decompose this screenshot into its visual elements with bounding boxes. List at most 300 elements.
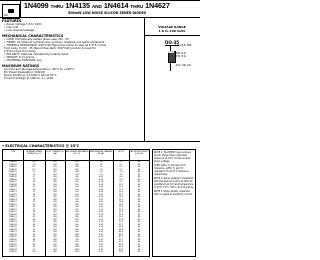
table-cell: 1N4135 <box>9 251 17 253</box>
rating-line: Power Derating: 4.0mW/°C above 50°C <box>4 73 57 77</box>
package-label: DO-35 <box>165 40 180 45</box>
table-cell: 7.6 <box>119 173 123 176</box>
table-cell: 40 <box>137 236 141 238</box>
feature-line: • Low reverse leakage <box>4 28 35 32</box>
voltage-range-value: 1.8 to 100 Volts <box>158 29 186 33</box>
table-cell: 150 <box>75 206 79 208</box>
table-cell: 1N4120 <box>9 213 17 216</box>
table-cell: 1N4131 <box>9 241 17 243</box>
section-divider <box>0 141 200 142</box>
table-cell: 40 <box>137 246 141 248</box>
table-cell: 0.01 <box>98 218 104 221</box>
table-cell: 16.8 <box>118 201 124 203</box>
table-cell: 27.4 <box>118 218 124 221</box>
table-cell: 0.01 <box>98 251 104 253</box>
table-cell: 250 <box>53 193 57 196</box>
table-cell: 250 <box>75 223 79 226</box>
table-cell: 12 <box>32 178 36 181</box>
table-cell: 1N4110 <box>9 188 17 191</box>
table-cell: 800 <box>75 243 79 246</box>
mechanical-line: • WEIGHT: 0.13 grams <box>4 55 35 59</box>
table-cell: 250 <box>53 246 57 248</box>
table-cell: 250 <box>53 228 57 231</box>
table-cell: 200 <box>75 218 79 221</box>
note-text: NOTE 3: Noise density measured with no signal at operating current. <box>154 190 193 196</box>
table-cell: 250 <box>53 166 57 168</box>
table-cell: 43 <box>32 223 36 226</box>
table-cell: 250 <box>53 206 57 208</box>
table-cell: 0.05 <box>98 178 104 181</box>
table-cell: 250 <box>53 183 57 186</box>
table-cell: 0.01 <box>98 198 104 201</box>
table-cell: 47.1 <box>118 236 124 238</box>
table-cell: 0.01 <box>98 203 104 206</box>
rating-line: Forward Voltage @ 100mA: 1.1 Volts <box>4 76 54 80</box>
table-cell: 500 <box>75 236 79 238</box>
table-cell: 5.2 <box>119 161 123 163</box>
table-cell: 0.01 <box>98 201 104 203</box>
table-cell: 1200 <box>74 248 80 251</box>
table-cell: 13.0 <box>118 191 124 193</box>
table-cell: 27 <box>32 208 36 211</box>
table-cell: 250 <box>53 236 57 238</box>
mechanical-line: • FINISH: All external surfaces are corrosion resistant and leads solderable <box>4 40 105 44</box>
logo-divider <box>20 1 21 17</box>
table-cell: 7.5 <box>32 163 36 166</box>
table-cell: 150 <box>75 196 79 198</box>
table-cell: 200 <box>75 183 79 186</box>
table-header-cell: MAX ZENER IMPEDANCE Zzt (Ω) <box>65 151 89 156</box>
table-cell: 1N4113 <box>9 196 17 198</box>
table-cell: 0.01 <box>98 228 104 231</box>
table-cell: 76.0 <box>118 251 124 253</box>
table-header <box>3 150 149 161</box>
table-cell: 18.3 <box>118 203 124 206</box>
table-header-cell: VR (V) <box>118 151 124 153</box>
column-separator <box>23 150 24 256</box>
table-cell: 200 <box>75 163 79 166</box>
dim-lead-diameter: .022 (.56) DIA <box>175 64 192 67</box>
table-cell: 40 <box>137 238 141 241</box>
table-cell: 28 <box>32 211 36 213</box>
table-cell: 40 <box>137 188 141 191</box>
rating-line: Junction and Storage temperature: -65°C to +200°C <box>4 67 75 71</box>
column-separator <box>113 150 114 256</box>
table-cell: 1N4129 <box>9 236 17 238</box>
dim-lead-length: 1.0 (25.4) MIN <box>175 44 192 47</box>
table-cell: 40 <box>137 218 141 221</box>
table-cell: 10 <box>32 173 36 176</box>
table-cell: 40 <box>137 166 141 168</box>
table-cell: 11 <box>32 176 36 178</box>
electrical-heading: • ELECTRICAL CHARACTERISTICS @ 25°C <box>2 144 80 148</box>
table-cell: 40 <box>137 211 141 213</box>
mechanical-line: from body. In DO - 35 (Recommended): 300°C/W junction to lead for <box>4 46 96 50</box>
table-cell: 1N4115 <box>9 201 17 203</box>
table-cell: 1N4123 <box>9 221 17 223</box>
table-cell: 0.01 <box>98 246 104 248</box>
table-cell: 200 <box>75 166 79 168</box>
title-part-c: 1N4614 <box>103 1 129 10</box>
table-cell: 56 <box>32 231 36 233</box>
logo-mark <box>8 9 14 13</box>
column-separator <box>129 150 130 256</box>
table-cell: 250 <box>75 226 79 228</box>
table-cell: 1000 <box>74 246 80 248</box>
feature-line: • Zener voltage 1.8 to 100V <box>4 22 42 26</box>
table-cell: 75 <box>32 241 36 243</box>
table-cell: 200 <box>75 181 79 183</box>
table-cell: 19.0 <box>118 206 124 208</box>
table-cell: 0.05 <box>98 193 104 196</box>
table-cell: 11.4 <box>118 186 124 188</box>
table-cell: 0.01 <box>98 208 104 211</box>
table-cell: 150 <box>75 201 79 203</box>
table-cell: 40 <box>137 233 141 236</box>
table-cell: 250 <box>53 196 57 198</box>
table-cell: 40 <box>137 203 141 206</box>
table-cell: 40 <box>137 251 141 253</box>
table-cell: 150 <box>75 203 79 206</box>
table-cell: 1N4132 <box>9 243 17 246</box>
table-cell: 250 <box>53 161 57 163</box>
table-cell: 24 <box>32 203 36 206</box>
table-cell: 250 <box>53 173 57 176</box>
table-cell: 9.9 <box>119 181 123 183</box>
table-cell: 250 <box>53 218 57 221</box>
table-cell: 700 <box>75 241 79 243</box>
table-cell: 35.8 <box>118 226 124 228</box>
table-cell: 40 <box>137 193 141 196</box>
table-cell: 69.2 <box>118 248 124 251</box>
table-cell: 15 <box>32 186 36 188</box>
table-cell: 40 <box>137 243 141 246</box>
title-thru-1: THRU <box>50 5 64 10</box>
table-cell: 1N4099 <box>9 161 17 163</box>
table-cell: 17 <box>32 191 36 193</box>
table-cell: 5.7 <box>119 163 123 166</box>
table-cell: 0.05 <box>98 183 104 186</box>
table-cell: 22 <box>32 201 36 203</box>
table-cell: 250 <box>53 211 57 213</box>
voltage-range-box <box>146 25 198 33</box>
table-cell: 0.01 <box>98 211 104 213</box>
table-cell: 68 <box>32 238 36 241</box>
table-cell: 150 <box>75 198 79 201</box>
table-cell: 8.7 <box>32 168 36 171</box>
table-cell: 200 <box>75 176 79 178</box>
table-cell: 1N4116 <box>9 203 17 206</box>
table-cell: 29.7 <box>118 221 124 223</box>
table-cell: 250 <box>53 238 57 241</box>
feature-line: • Low cost <box>4 25 19 29</box>
column-separator <box>65 150 66 256</box>
table-cell: 250 <box>53 186 57 188</box>
mechanical-line: • POLARITY: Cathode indicated by polarity band <box>4 52 69 56</box>
table-cell: 1N4124 <box>9 223 17 226</box>
table-cell: 40 <box>137 186 141 188</box>
features-heading: FEATURES <box>2 19 22 23</box>
logo-text: GS <box>4 14 8 17</box>
title-part-d: 1N4627 <box>145 1 170 10</box>
table-cell: 1.0 <box>99 173 103 176</box>
table-cell: 12.2 <box>118 188 124 191</box>
table-cell: 250 <box>53 231 57 233</box>
ratings-heading: MAXIMUM RATINGS <box>2 64 40 68</box>
range-divider <box>144 35 200 36</box>
table-cell: 1N4117 <box>9 206 17 208</box>
note-text: NOTE 2: Zener voltage is measured with the device junction at thermal equilibrium at 1/2 lead temperature of 25°C ±1°C, 3/8 in. from the body. <box>154 177 194 189</box>
column-separator <box>89 150 90 256</box>
table-cell: 40 <box>137 171 141 173</box>
table-cell: 25.1 <box>118 216 124 218</box>
table-cell: 66.2 <box>118 246 124 248</box>
table-cell: 47 <box>32 226 36 228</box>
table-cell: 250 <box>53 233 57 236</box>
table-cell: 250 <box>53 176 57 178</box>
table-cell: 1N4134 <box>9 248 17 251</box>
table-cell: 13.7 <box>118 193 124 196</box>
table-cell: 10.7 <box>118 183 124 186</box>
table-cell: 250 <box>53 216 57 218</box>
table-cell: 200 <box>75 178 79 181</box>
mechanical-line: • THERMAL RESISTANCE: 200°C/W (Typical) junction to lead at 0.375 inches <box>4 43 106 47</box>
table-cell: 0.05 <box>98 191 104 193</box>
table-cell: 15.2 <box>118 198 124 201</box>
table-cell: 250 <box>53 213 57 216</box>
mechanical-line: 0.375 inches from body. <box>4 49 37 53</box>
table-cell: 62 <box>32 236 36 238</box>
table-cell: 1500 <box>74 251 80 253</box>
table-cell: 0.01 <box>98 238 104 241</box>
table-cell: 250 <box>53 203 57 206</box>
table-cell: 14.5 <box>118 196 124 198</box>
table-cell: 0.01 <box>98 233 104 236</box>
table-cell: 40 <box>137 173 141 176</box>
table-cell: 0.05 <box>98 181 104 183</box>
rating-line: DC Power Dissipation: 500mW <box>4 70 45 74</box>
mechanical-heading: MECHANICAL CHARACTERISTICS <box>2 34 64 38</box>
table-cell: 200 <box>75 211 79 213</box>
table-cell: 250 <box>53 251 57 253</box>
title-thru-2: THRU <box>130 5 144 10</box>
table-cell: 40 <box>137 201 141 203</box>
table-row <box>3 248 149 253</box>
table-cell: 1N4108 <box>9 183 17 186</box>
table-cell: 250 <box>53 226 57 228</box>
table-cell: 0.05 <box>98 188 104 191</box>
table-cell: 200 <box>75 216 79 218</box>
table-cell: 21.3 <box>118 211 124 213</box>
table-cell: 100 <box>75 186 79 188</box>
table-cell: 0.05 <box>98 176 104 178</box>
table-cell: 14 <box>32 183 36 186</box>
table-cell: 40 <box>137 221 141 223</box>
table-cell: 250 <box>53 163 57 166</box>
title-part-a: 1N4099 <box>24 1 49 10</box>
table-cell: 0.01 <box>98 241 104 243</box>
table-cell: 200 <box>75 213 79 216</box>
table-cell: 250 <box>53 201 57 203</box>
table-cell: 1N4128 <box>9 233 17 236</box>
table-cell: 1N4103 <box>9 171 17 173</box>
table-cell: 1N4119 <box>9 211 17 213</box>
table-header-cell: TEST CURRENT Izt (µA) <box>46 151 64 156</box>
table-cell: 40 <box>137 163 141 166</box>
table-cell: 0.01 <box>98 236 104 238</box>
notes-box <box>152 149 196 257</box>
table-cell: 40 <box>137 161 141 163</box>
table-cell: 57.0 <box>118 241 124 243</box>
table-cell: 1.0 <box>99 168 103 171</box>
table-cell: 250 <box>53 208 57 211</box>
table-cell: 91 <box>32 248 36 251</box>
table-cell: 250 <box>53 191 57 193</box>
table-cell: 200 <box>75 173 79 176</box>
table-cell: 1N4105 <box>9 176 17 178</box>
table-cell: 250 <box>53 221 57 223</box>
table-cell: 100 <box>32 251 36 253</box>
page-subtitle: 500mW LOW NOISE SILICON ZENER DIODES <box>68 11 147 15</box>
table-cell: 19 <box>32 196 36 198</box>
table-cell: 18 <box>32 193 36 196</box>
table-cell: 51 <box>32 228 36 231</box>
table-cell: 40 <box>137 176 141 178</box>
table-cell: 250 <box>53 181 57 183</box>
table-cell: 250 <box>53 188 57 191</box>
column-separator <box>45 150 46 256</box>
diode-lead-bottom <box>170 61 171 71</box>
table-header-cell: NOMINAL ZENER VOLTAGE Vz (V) <box>26 151 42 156</box>
table-cell: 1N4114 <box>9 198 17 201</box>
table-header-cell: TYPE <box>10 151 16 153</box>
dim-body-max: .165 (4.2) <box>175 52 187 55</box>
table-cell: 40 <box>137 213 141 216</box>
table-cell: 1.0 <box>99 166 103 168</box>
table-cell: 87 <box>32 246 36 248</box>
table-header-cell: MAX REVERSE LEAKAGE IR (µA) <box>89 151 113 156</box>
table-cell: 7.0 <box>119 171 123 173</box>
table-cell: 200 <box>75 221 79 223</box>
table-cell: 6.8 <box>32 161 36 163</box>
table-cell: 250 <box>53 248 57 251</box>
table-cell: 40 <box>137 208 141 211</box>
table-cell: 1N4122 <box>9 218 17 221</box>
table-cell: 13 <box>32 181 36 183</box>
table-cell: 250 <box>53 223 57 226</box>
table-cell: 250 <box>53 168 57 171</box>
table-cell: 1N4104 <box>9 173 17 176</box>
table-cell: 250 <box>53 198 57 201</box>
table-cell: 40 <box>137 183 141 186</box>
table-cell: 40 <box>137 216 141 218</box>
table-cell: 36 <box>32 218 36 221</box>
note-text: NOTE 1: The JEDEC type numbers shown above have a standard tolerance of ±5% on the nominal Zener voltage. <box>154 151 191 163</box>
table-cell: 100 <box>75 193 79 196</box>
table-cell: 200 <box>75 161 79 163</box>
table-cell: 39 <box>32 221 36 223</box>
table-cell: 0.01 <box>98 226 104 228</box>
table-cell: 32.7 <box>118 223 124 226</box>
table-cell: 1N4102 <box>9 168 17 171</box>
table-cell: 1N4133 <box>9 246 17 248</box>
table-cell: 250 <box>53 241 57 243</box>
table-cell: 250 <box>53 178 57 181</box>
table-cell: 1N4127 <box>9 231 17 233</box>
table-cell: 0.01 <box>98 206 104 208</box>
table-cell: 300 <box>75 231 79 233</box>
table-cell: 30 <box>32 213 36 216</box>
table-cell: 40 <box>137 226 141 228</box>
table-cell: 0.01 <box>98 221 104 223</box>
table-cell: 62.4 <box>118 243 124 246</box>
table-cell: 0.01 <box>98 248 104 251</box>
table-cell: 20.5 <box>118 208 124 211</box>
table-cell: 40 <box>137 178 141 181</box>
table-cell: 0.05 <box>98 186 104 188</box>
table-cell: 22.8 <box>118 213 124 216</box>
title-part-b: 1N4135 <box>65 1 90 10</box>
table-cell: 42.6 <box>118 231 124 233</box>
mechanical-line: • CASE: Hermetically sealed glass case, DO - 35 <box>4 37 69 41</box>
table-cell: 1N4100 <box>9 163 17 166</box>
table-cell: 16 <box>32 188 36 191</box>
table-cell: 200 <box>75 168 79 171</box>
table-cell: 1N4121 <box>9 216 17 218</box>
mechanical-line: • MOUNTING POSITION: Any <box>4 58 42 62</box>
title-and: AND <box>91 5 102 10</box>
table-cell: 40 <box>137 223 141 226</box>
table-cell: 1N4112 <box>9 193 17 196</box>
table-cell: 0.01 <box>98 213 104 216</box>
table-cell: 0.01 <box>98 231 104 233</box>
table-cell: 51.7 <box>118 238 124 241</box>
table-cell: 40 <box>137 168 141 171</box>
electrical-table <box>2 149 150 257</box>
table-cell: 40 <box>137 248 141 251</box>
dim-body-min: .135 (3.4) <box>175 55 187 58</box>
table-cell: 700 <box>75 238 79 241</box>
cathode-band <box>168 51 174 53</box>
table-cell: 1N4107 <box>9 181 17 183</box>
table-cell: 0.05 <box>98 196 104 198</box>
table-cell: 6.7 <box>119 168 123 171</box>
table-cell: 9.2 <box>119 178 123 181</box>
table-cell: 10 <box>99 163 103 166</box>
table-cell: 100 <box>75 188 79 191</box>
table-cell: 1N4106 <box>9 178 17 181</box>
table-cell: 300 <box>75 228 79 231</box>
table-cell: 20 <box>32 198 36 201</box>
table-cell: 1.0 <box>99 171 103 173</box>
table-cell: 45.6 <box>118 233 124 236</box>
table-cell: 40 <box>137 198 141 201</box>
table-cell: 40 <box>137 196 141 198</box>
table-cell: 8.5 <box>119 176 123 178</box>
table-cell: 82 <box>32 243 36 246</box>
table-cell: 400 <box>75 233 79 236</box>
voltage-range-label: VOLTAGE RANGE <box>158 25 186 29</box>
table-cell: 1N4101 <box>9 166 17 168</box>
table-cell: 40 <box>137 231 141 233</box>
table-cell: 250 <box>53 171 57 173</box>
table-cell: 1N4126 <box>9 228 17 231</box>
table-cell: 60 <box>32 233 36 236</box>
table-cell: 0.01 <box>98 243 104 246</box>
table-cell: 1N4130 <box>9 238 17 241</box>
table-header-cell: MAX NOISE DENSITY (µV/√Hz) <box>129 151 149 156</box>
table-cell: 1N4118 <box>9 208 17 211</box>
